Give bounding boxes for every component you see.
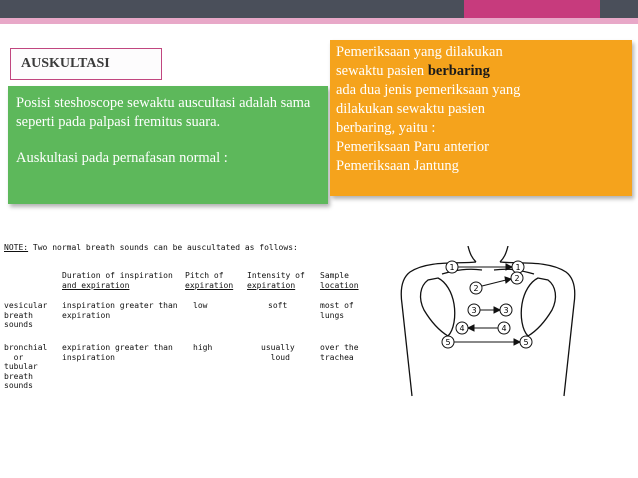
top-bar-accent (464, 0, 600, 18)
header-intensity (247, 271, 305, 290)
row-1-location-1: most of (320, 301, 354, 310)
arrowhead-2 (505, 277, 511, 283)
svg-text:3: 3 (503, 306, 509, 315)
svg-text:3: 3 (471, 306, 477, 315)
orange-line-6: Pemeriksaan Paru anterior (336, 139, 490, 155)
row-2-name (4, 343, 47, 391)
row-2-location-2: trachea (320, 352, 354, 362)
row-1-duration (62, 301, 178, 320)
header-location (320, 271, 359, 290)
row-1-duration-2: expiration (62, 310, 111, 320)
orange-line-2-bold: berbaring (427, 63, 490, 79)
marker-2b (511, 272, 523, 284)
row-2-name-3: tubular (4, 362, 38, 372)
svg-text:4: 4 (501, 324, 507, 333)
svg-text:2: 2 (514, 274, 520, 283)
row-1-intensity-1: soft (268, 301, 288, 310)
header-pitch-2: expiration (185, 280, 234, 290)
row-2-name-2: or (4, 352, 24, 362)
row-1-name (4, 301, 47, 330)
marker-3b (500, 304, 512, 316)
svg-text:1: 1 (515, 263, 521, 272)
row-2-pitch: high (193, 343, 213, 352)
row-1-duration-1: inspiration greater than (62, 301, 178, 310)
arrowhead-4 (468, 325, 474, 331)
svg-text:5: 5 (523, 338, 529, 347)
note-text: Two normal breath sounds can be auscultated as follows: (32, 243, 298, 252)
row-2-duration-1: expiration greater than (62, 343, 173, 352)
orange-line-2 (336, 62, 626, 81)
row-1-name-2: breath (4, 310, 33, 320)
row-2-intensity-1: usually (261, 343, 295, 352)
header-duration-1: Duration of inspiration (62, 271, 173, 280)
arrowhead-3 (494, 307, 500, 313)
slide-title-text: AUSKULTASI (21, 56, 110, 71)
header-location-2: location (320, 280, 359, 290)
svg-text:2: 2 (473, 284, 479, 293)
green-paragraph-1: Posisi steshoscope sewaktu auscultasi adalah sama seperti pada palpasi fremitus suara. (16, 95, 311, 130)
marker-4a (456, 322, 468, 334)
row-2-name-4: breath (4, 371, 33, 381)
arrow-2 (482, 280, 506, 286)
row-2-duration (62, 343, 173, 362)
row-2-name-1: bronchial (4, 343, 48, 352)
row-1-name-1: vesicular (4, 301, 48, 310)
svg-text:1: 1 (449, 263, 455, 272)
marker-1b (512, 261, 524, 273)
row-2-intensity (261, 343, 295, 362)
row-1-intensity (268, 301, 287, 311)
chest-auscultation-diagram (398, 246, 578, 406)
orange-line-3: ada dua jenis pemeriksaan yang (336, 82, 521, 98)
orange-line-2-text: sewaktu pasien (336, 63, 428, 79)
row-1-location (320, 301, 354, 320)
row-2-location-1: over the (320, 343, 359, 352)
marker-3a (468, 304, 480, 316)
green-text-box (8, 86, 328, 204)
row-1-pitch: low (193, 301, 208, 310)
marker-1a (446, 261, 458, 273)
green-paragraph-2: Auskultasi pada pernafasan normal : (16, 150, 228, 166)
orange-line-4: dilakukan sewaktu pasien (336, 101, 485, 117)
header-pitch (185, 271, 233, 290)
torso-outline (401, 246, 574, 396)
header-duration-2: and expiration (62, 280, 130, 290)
note-header (4, 243, 298, 253)
breath-sounds-note-table (4, 243, 364, 401)
row-2-duration-2: inspiration (62, 352, 115, 362)
svg-text:4: 4 (459, 324, 465, 333)
marker-5b (520, 336, 532, 348)
header-duration (62, 271, 173, 290)
row-2-location (320, 343, 359, 362)
marker-2a (470, 282, 482, 294)
orange-line-7: Pemeriksaan Jantung (336, 158, 459, 174)
row-2-intensity-2: loud (261, 352, 290, 362)
row-1-name-3: sounds (4, 320, 33, 330)
row-1-location-2: lungs (320, 310, 345, 320)
orange-line-5: berbaring, yaitu : (336, 120, 436, 136)
orange-line-1: Pemeriksaan yang dilakukan (336, 44, 503, 60)
header-intensity-2: expiration (247, 280, 296, 290)
header-intensity-1: Intensity of (247, 271, 305, 280)
header-pitch-1: Pitch of (185, 271, 224, 280)
header-location-1: Sample (320, 271, 349, 280)
arrowhead-5 (514, 339, 520, 345)
top-bar-stripe (0, 18, 638, 24)
svg-text:5: 5 (445, 338, 451, 347)
marker-5a (442, 336, 454, 348)
position-markers (442, 261, 532, 348)
row-2-name-5: sounds (4, 381, 33, 391)
orange-text-box (330, 40, 632, 196)
marker-4b (498, 322, 510, 334)
slide-title (10, 48, 162, 80)
note-label: NOTE: (4, 243, 29, 252)
